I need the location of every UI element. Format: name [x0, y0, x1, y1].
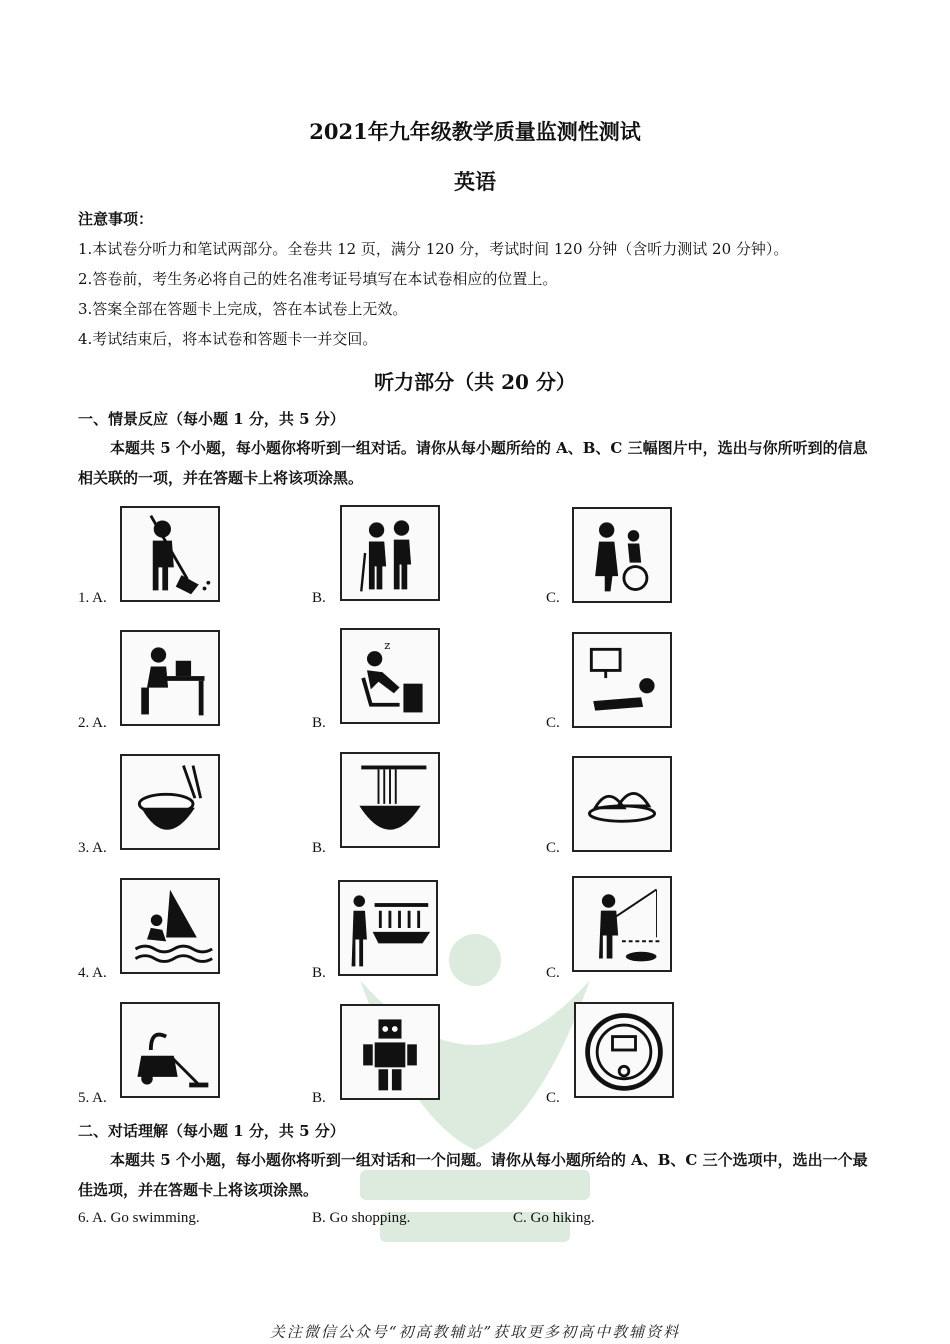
robot-icon	[342, 1006, 438, 1098]
q3-label-c: C.	[546, 840, 560, 856]
listening-section-title: 听力部分（共 20 分）	[374, 370, 576, 394]
noodle-bowl-icon	[342, 754, 438, 846]
notice-item: 1.本试卷分听力和笔试两部分。全卷共 12 页，满分 120 分，考试时间 120 分钟（含听力测试 20 分钟）。	[78, 240, 789, 258]
q2-option-c[interactable]	[572, 632, 672, 728]
q5-option-c[interactable]	[574, 1002, 674, 1098]
q1-option-a[interactable]	[120, 506, 220, 602]
q5-label-a: 5. A.	[78, 1090, 107, 1106]
part1-instruction: 本题共 5 个小题，每小题你将听到一组对话。请你从每小题所给的 A、B、C 三幅图片中，选出与你所听到的信息相关联的一项，并在答题卡上将该项涂黑。	[78, 439, 868, 487]
q5-label-b: B.	[312, 1090, 326, 1106]
q3-option-b[interactable]	[340, 752, 440, 848]
part2-instruction: 本题共 5 个小题，每小题你将听到一组对话和一个问题。请你从每小题所给的 A、B、C 三个选项中，选出一个最佳选项，并在答题卡上将该项涂黑。	[78, 1151, 868, 1199]
relaxing-chair-icon	[342, 630, 438, 722]
notice-item: 2.答卷前，考生务必将自己的姓名准考证号填写在本试卷相应的位置上。	[78, 270, 558, 288]
part1-heading: 一、情景反应（每小题 1 分，共 5 分）	[78, 410, 345, 428]
exam-title: 2021年九年级教学质量监测性测试	[309, 119, 641, 144]
q1-label-a: 1. A.	[78, 590, 107, 606]
q4-option-c[interactable]	[572, 876, 672, 972]
q2-label-a: 2. A.	[78, 715, 107, 731]
q2-option-b[interactable]	[340, 628, 440, 724]
q3-label-a: 3. A.	[78, 840, 107, 856]
q3-label-b: B.	[312, 840, 326, 856]
watching-tv-icon	[574, 634, 670, 726]
q4-label-c: C.	[546, 965, 560, 981]
q3-option-c[interactable]	[572, 756, 672, 852]
svg-text:z: z	[384, 638, 391, 653]
boat-icon	[340, 882, 436, 974]
q5-option-b[interactable]	[340, 1004, 440, 1100]
q5-option-a[interactable]	[120, 1002, 220, 1098]
q6-option-c[interactable]: C. Go hiking.	[513, 1210, 595, 1226]
q1-option-c[interactable]	[572, 507, 672, 603]
q4-label-b: B.	[312, 965, 326, 981]
robot-vacuum-icon	[576, 1004, 672, 1096]
subject-title: 英语	[454, 169, 496, 194]
q4-option-b[interactable]	[338, 880, 438, 976]
q2-option-a[interactable]	[120, 630, 220, 726]
notice-item: 4.考试结束后，将本试卷和答题卡一并交回。	[78, 330, 378, 348]
dumplings-icon	[574, 758, 670, 850]
sweeping-icon	[122, 508, 218, 600]
rice-bowl-icon	[122, 756, 218, 848]
q2-label-b: B.	[312, 715, 326, 731]
wheelchair-helper-icon	[574, 509, 670, 601]
q2-label-c: C.	[546, 715, 560, 731]
footer-note: 关注微信公众号“初高教辅站”获取更多初高中教辅资料	[269, 1323, 681, 1341]
studying-desk-icon	[122, 632, 218, 724]
elderly-couple-icon	[342, 507, 438, 599]
q6-option-b[interactable]: B. Go shopping.	[312, 1210, 411, 1226]
q3-option-a[interactable]	[120, 754, 220, 850]
notice-item: 3.答案全部在答题卡上完成，答在本试卷上无效。	[78, 300, 408, 318]
q1-label-b: B.	[312, 590, 326, 606]
q5-label-c: C.	[546, 1090, 560, 1106]
q4-option-a[interactable]	[120, 878, 220, 974]
windsurfing-icon	[122, 880, 218, 972]
q6-option-a[interactable]: 6. A. Go swimming.	[78, 1210, 200, 1226]
notice-heading: 注意事项：	[78, 210, 154, 228]
q1-label-c: C.	[546, 590, 560, 606]
fishing-icon	[574, 878, 670, 970]
q1-option-b[interactable]	[340, 505, 440, 601]
part2-heading: 二、对话理解（每小题 1 分，共 5 分）	[78, 1122, 345, 1140]
q4-label-a: 4. A.	[78, 965, 107, 981]
vacuum-cleaner-icon	[122, 1004, 218, 1096]
